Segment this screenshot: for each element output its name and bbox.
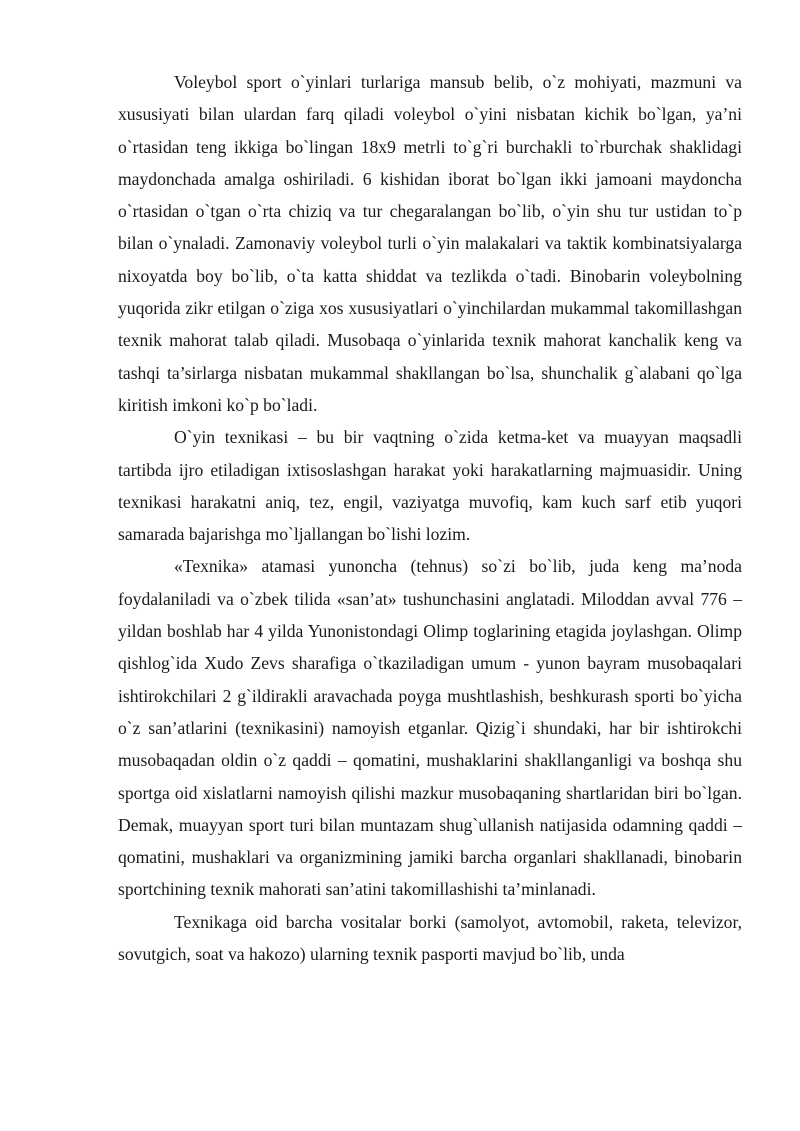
paragraph-game-technique: O`yin texnikasi – bu bir vaqtning o`zida ketma-ket va muayyan maqsadli tartibda ijro etiladigan ixtisoslashgan harakat yoki harakatlarning majmuasidir. Uning texnikasi harakatni aniq, tez, engil, vaziyatga muvofiq, kam kuch sarf etib yuqori samarada bajarishga mo`ljallangan bo`lishi lozim. [118, 427, 742, 545]
paragraph-technical-means: Texnikaga oid barcha vositalar borki (samolyot, avtomobil, raketa, televizor, sovutgich, soat va hakozo) ularning texnik pasporti mavjud bo`lib, unda [118, 911, 742, 965]
document-body [118, 66, 742, 970]
paragraph-technique-etymology: «Texnika» atamasi yunoncha (tehnus) so`zi bo`lib, juda keng ma’noda foydalaniladi va o`zbek tilida «san’at» tushunchasini anglatadi. Miloddan avval 776 – yildan boshlab har 4 yilda Yunonistondagi Olimp toglarining etagida joylashgan. Olimp qishlog`ida Xudo Zevs sharafiga o`tkaziladigan umum - yunon bayram musobaqalari ishtirokchilari 2 g`ildirakli aravachada poyga mushtlashish, beshkurash sporti bo`yicha o`z san’atlarini (texnikasini) namoyish etganlar. Qizig`i shundaki, har bir ishtirokchi musobaqadan oldin o`z qaddi – qomatini, mushaklarini shakllanganligi va boshqa shu sportga oid xislatlarni namoyish qilishi mazkur musobaqaning shartlaridan biri bo`lgan. Demak, muayyan sport turi bilan muntazam shug`ullanish natijasida odamning qaddi – qomatini, mushaklari va organizmining jamiki barcha organlari shakllanadi, binobarin sportchining texnik mahorati san’atini takomillashishi ta’minlanadi. [118, 556, 742, 900]
paragraph-volleyball-intro: Voleybol sport o`yinlari turlariga mansub belib, o`z mohiyati, mazmuni va xususiyati bilan ulardan farq qiladi voleybol o`yini nisbatan kichik bo`lgan, ya’ni o`rtasidan teng ikkiga bo`lingan 18x9 metrli to`g`ri burchakli to`rburchak shaklidagi maydonchada amalga oshiriladi. 6 kishidan iborat bo`lgan ikki jamoani maydoncha o`rtasidan o`tgan o`rta chiziq va tur chegaralangan bo`lib, o`yin shu tur ustidan to`p bilan o`ynaladi. Zamonaviy voleybol turli o`yin malakalari va taktik kombinatsiyalarga nixoyatda boy bo`lib, o`ta katta shiddat va tezlikda o`tadi. Binobarin voleybolning yuqorida zikr etilgan o`ziga xos xususiyatlari o`yinchilardan mukammal takomillashgan texnik mahorat talab qiladi. Musobaqa o`yinlarida texnik mahorat kanchalik keng va tashqi ta’sirlarga nisbatan mukammal shakllangan bo`lsa, shunchalik g`alabani qo`lga kiritish imkoni ko`p bo`ladi. [118, 72, 742, 415]
